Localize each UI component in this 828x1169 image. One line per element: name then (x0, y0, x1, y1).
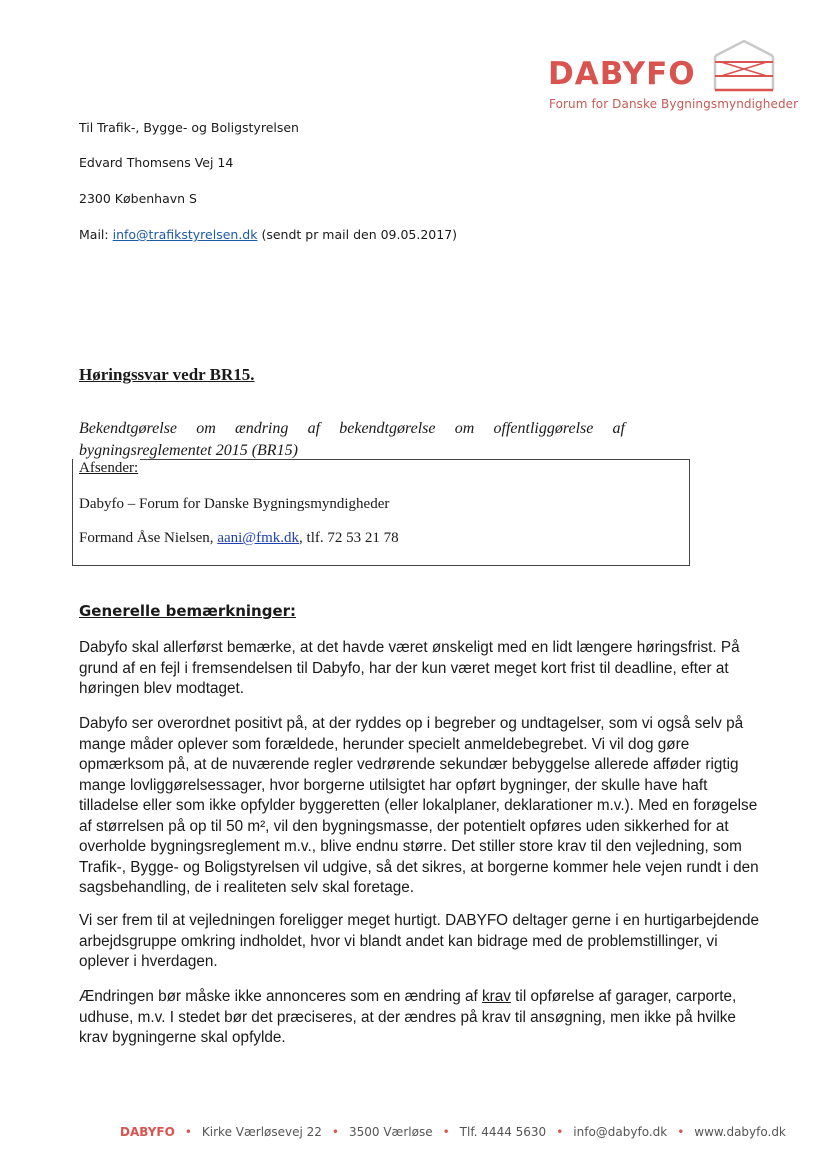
mail-link[interactable]: info@trafikstyrelsen.dk (112, 227, 258, 242)
paragraph-4-end: til opførelse af garager, carporte, udhuse, m.v. I stedet bør det præciseres, at der ændres på krav til ansøgning, men ikke på hvilke krav bygningerne skal opfylde. (79, 988, 737, 1046)
footer-brand: DABYFO (120, 1125, 175, 1139)
mail-note: (sendt pr mail den 09.05.2017) (261, 227, 458, 242)
recipient-mail-line (79, 227, 457, 243)
footer-separator: • (677, 1125, 685, 1139)
sender-organisation: Dabyfo – Forum for Danske Bygningsmyndigheder (79, 496, 390, 512)
sender-box-top-border (140, 459, 689, 460)
paragraph-3: Vi ser frem til at vejledningen foreligger meget hurtigt. DABYFO deltager gerne i en hurtigarbejdende arbejdsgruppe omkring indholdet, hvor vi blandt andet kan bidrage med de problemstillinger, vi oplever i hverdagen. (79, 912, 759, 970)
footer-email[interactable]: info@dabyfo.dk (573, 1125, 668, 1139)
recipient-line-3: 2300 København S (79, 191, 197, 206)
footer-city: 3500 Værløse (348, 1125, 433, 1139)
document-subtitle-line-1: Bekendtgørelse om ændring af bekendtgørelse om offentliggørelse af (79, 420, 625, 437)
sender-label: Afsender: (79, 460, 139, 476)
mail-label: Mail: (79, 227, 109, 242)
logo-wordmark: DABYFO (548, 56, 696, 92)
paragraph-1: Dabyfo skal allerførst bemærke, at det havde været ønskeligt med en lidt længere høringsfrist. På grund af en fejl i fremsendelsen til Dabyfo, har der kun været meget kort frist til deadline, efter at høringen blev modtaget. (79, 639, 740, 697)
paragraph-4-start: Ændringen bør måske ikke annonceres som en ændring af (79, 988, 483, 1005)
sender-contact-suffix: , tlf. 72 53 21 78 (299, 530, 399, 546)
section-heading: Generelle bemærkninger: (79, 602, 297, 620)
footer-separator: • (331, 1125, 339, 1139)
footer-website[interactable]: www.dabyfo.dk (694, 1125, 786, 1139)
footer-address: Kirke Værløsevej 22 (201, 1125, 322, 1139)
sender-email-link[interactable]: aani@fmk.dk (217, 530, 300, 546)
logo-tagline: Forum for Danske Bygningsmyndigheder (549, 97, 799, 111)
recipient-line-2: Edvard Thomsens Vej 14 (79, 155, 234, 170)
paragraph-4-underlined: krav (482, 988, 511, 1005)
recipient-line-1: Til Trafik-, Bygge- og Boligstyrelsen (79, 120, 299, 135)
document-heading: Høringssvar vedr BR15. (79, 365, 255, 384)
sender-contact-prefix: Formand Åse Nielsen, (79, 530, 214, 546)
footer-separator: • (184, 1125, 192, 1139)
footer-separator: • (442, 1125, 450, 1139)
footer-phone: Tlf. 4444 5630 (459, 1125, 547, 1139)
house-logo-icon (711, 38, 777, 92)
paragraph-4 (79, 987, 759, 1049)
sender-contact (79, 530, 399, 547)
footer (120, 1125, 800, 1139)
paragraph-2: Dabyfo ser overordnet positivt på, at der ryddes op i begreber og undtagelser, som vi også selv på mange måder oplever som forældede, herunder specielt anmeldebegrebet. Vi vil dog gøre opmærksom på, at de nuværende regler vedrørende sekundær bebyggelse allerede afføder rigtig mange lovliggørelsessager, hvor borgerne utilsigtet har opført bygninger, der skulle have haft tilladelse eller som ikke opfylder byggeretten (eller lokalplaner, deklarationer m.v.). Med en forøgelse af størrelsen på op til 50 m², vil den bygningsmasse, der potentielt opføres uden sikkerhed for at overholde bygningsreglement m.v., blive endnu større. Det stiller store krav til den vejledning, som Trafik-, Bygge- og Boligstyrelsen vil udgive, så det sikres, at borgerne kommer hele vejen rundt i den sagsbehandling, de i realiteten selv skal foretage. (79, 715, 759, 896)
footer-separator: • (556, 1125, 564, 1139)
document-subtitle-line-2: bygningsreglementet 2015 (BR15) (79, 442, 298, 459)
